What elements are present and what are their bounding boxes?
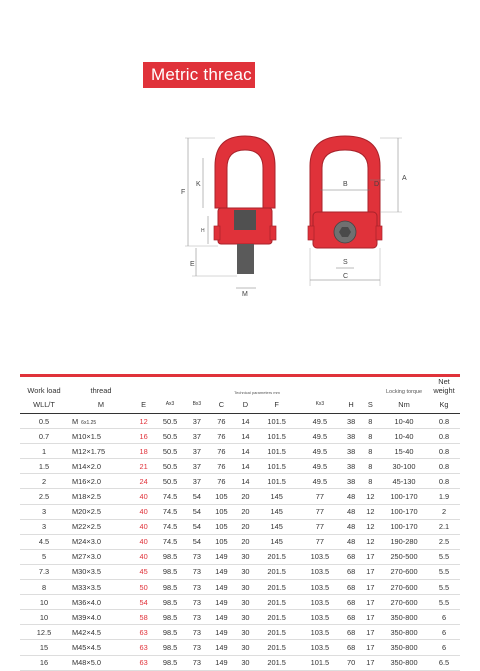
column-header: M — [68, 395, 134, 414]
table-cell: 101.5 — [298, 655, 341, 670]
table-cell: 49.5 — [298, 474, 341, 489]
table-cell: 101.5 — [255, 429, 298, 444]
table-cell: 20 — [236, 504, 255, 519]
table-cell — [68, 640, 134, 655]
table-cell: 5 — [20, 549, 68, 564]
table-cell: 74.5 — [153, 519, 187, 534]
table-cell: 6 — [428, 640, 460, 655]
table-cell: 149 — [207, 564, 236, 579]
table-cell: 40 — [134, 504, 153, 519]
thread-size: M16×2.0 — [72, 476, 101, 486]
thread-size: M42×4.5 — [72, 627, 101, 637]
table-row — [20, 640, 460, 655]
table-cell: 145 — [255, 534, 298, 549]
table-cell: 98.5 — [153, 580, 187, 595]
table-cell: 17 — [361, 580, 380, 595]
table-cell: 73 — [187, 655, 207, 670]
table-cell: 74.5 — [153, 489, 187, 504]
thread-size: M12×1.75 — [72, 446, 106, 456]
table-cell: 270-600 — [380, 564, 428, 579]
table-cell: 14 — [236, 444, 255, 459]
table-cell: 49.5 — [298, 444, 341, 459]
table-cell — [68, 534, 134, 549]
table-cell: 37 — [187, 459, 207, 474]
table-cell: 30 — [236, 595, 255, 610]
table-cell: 8 — [361, 414, 380, 429]
table-row — [20, 444, 460, 459]
table-cell: 103.5 — [298, 640, 341, 655]
table-cell: 270-600 — [380, 580, 428, 595]
table-cell: 105 — [207, 534, 236, 549]
dim-C-label: C — [343, 273, 349, 280]
table-cell: 98.5 — [153, 625, 187, 640]
table-cell — [68, 474, 134, 489]
table-cell: 48 — [341, 504, 360, 519]
table-cell: 17 — [361, 625, 380, 640]
table-cell: 14 — [236, 474, 255, 489]
table-cell: 30 — [236, 564, 255, 579]
table-cell: 40 — [134, 489, 153, 504]
table-cell: 20 — [236, 519, 255, 534]
table-cell: 73 — [187, 564, 207, 579]
table-cell — [68, 489, 134, 504]
table-cell: 0.8 — [428, 444, 460, 459]
table-cell: 76 — [207, 444, 236, 459]
table-cell: 3 — [20, 504, 68, 519]
table-cell: 10 — [20, 610, 68, 625]
dim-F-label: F — [181, 189, 186, 196]
table-cell: 7.3 — [20, 564, 68, 579]
thread-size: M48×5.0 — [72, 658, 101, 668]
table-cell: 149 — [207, 595, 236, 610]
table-cell: 350-800 — [380, 610, 428, 625]
table-cell: 73 — [187, 625, 207, 640]
technical-header: Technical parameters mm — [134, 376, 380, 396]
side-view — [181, 136, 276, 298]
table-cell: 76 — [207, 459, 236, 474]
table-cell: 58 — [134, 610, 153, 625]
net-weight-header: Net weight — [428, 376, 460, 396]
table-cell: 50.5 — [153, 429, 187, 444]
table-cell: 201.5 — [255, 564, 298, 579]
table-cell: 2.5 — [20, 489, 68, 504]
table-cell: 5.5 — [428, 564, 460, 579]
table-cell: 98.5 — [153, 640, 187, 655]
table-cell: 98.5 — [153, 655, 187, 670]
table-cell: 68 — [341, 610, 360, 625]
table-cell: 201.5 — [255, 640, 298, 655]
table-cell: 40 — [134, 534, 153, 549]
dim-M-label: M — [242, 291, 248, 298]
table-row — [20, 489, 460, 504]
table-cell — [68, 414, 134, 429]
table-cell: 101.5 — [255, 444, 298, 459]
table-cell: 100-170 — [380, 519, 428, 534]
table-cell: 1 — [20, 444, 68, 459]
table-row — [20, 459, 460, 474]
table-cell: 20 — [236, 534, 255, 549]
table-cell: 100-170 — [380, 489, 428, 504]
table-cell: 12.5 — [20, 625, 68, 640]
table-cell: 77 — [298, 534, 341, 549]
column-header: Nm — [380, 395, 428, 414]
table-cell: 68 — [341, 625, 360, 640]
table-cell: 54 — [187, 489, 207, 504]
table-cell: 73 — [187, 580, 207, 595]
work-load-header: Work load — [20, 376, 68, 396]
table-cell: 38 — [341, 474, 360, 489]
table-cell: 38 — [341, 459, 360, 474]
table-cell: 77 — [298, 489, 341, 504]
table-cell: 0.8 — [428, 474, 460, 489]
table-cell: 8 — [361, 444, 380, 459]
thread-pitch: 6x1.25 — [81, 419, 97, 426]
table-cell: 54 — [187, 504, 207, 519]
table-cell: 98.5 — [153, 549, 187, 564]
table-cell: 50.5 — [153, 414, 187, 429]
table-cell: 68 — [341, 564, 360, 579]
table-cell — [68, 564, 134, 579]
table-row — [20, 580, 460, 595]
table-cell: 37 — [187, 429, 207, 444]
table-cell — [68, 444, 134, 459]
table-row — [20, 564, 460, 579]
table-cell: 270-600 — [380, 595, 428, 610]
table-cell: 98.5 — [153, 595, 187, 610]
table-cell: 63 — [134, 640, 153, 655]
table-cell: 17 — [361, 655, 380, 670]
column-header: Ax3 — [153, 395, 187, 414]
table-cell: 105 — [207, 504, 236, 519]
locking-torque-header: Locking torque — [380, 376, 428, 396]
table-cell: 103.5 — [298, 595, 341, 610]
table-cell: 14 — [236, 429, 255, 444]
table-cell: 98.5 — [153, 610, 187, 625]
table-cell: 15 — [20, 640, 68, 655]
table-cell: 30 — [236, 640, 255, 655]
thread-size: M33×3.5 — [72, 582, 101, 592]
table-cell — [68, 429, 134, 444]
table-cell — [68, 580, 134, 595]
table-cell: 101.5 — [255, 459, 298, 474]
thread-size: M27×3.0 — [72, 552, 101, 562]
table-cell: 5.5 — [428, 580, 460, 595]
dim-D-label: D — [374, 181, 380, 188]
table-cell: 74.5 — [153, 534, 187, 549]
table-cell: 10-40 — [380, 429, 428, 444]
table-row — [20, 549, 460, 564]
table-cell: 20 — [236, 489, 255, 504]
table-cell: 38 — [341, 429, 360, 444]
table-cell: 40 — [134, 519, 153, 534]
table-cell — [68, 549, 134, 564]
thread-header: thread — [68, 376, 134, 396]
table-cell: 14 — [236, 459, 255, 474]
thread-size: M18×2.5 — [72, 492, 101, 502]
table-cell: 30 — [236, 625, 255, 640]
table-cell: 18 — [134, 444, 153, 459]
table-cell: 38 — [341, 414, 360, 429]
thread-size: M14×2.0 — [72, 461, 101, 471]
table-cell — [68, 504, 134, 519]
table-cell: 350-800 — [380, 655, 428, 670]
table-cell: 17 — [361, 610, 380, 625]
table-cell: 250-500 — [380, 549, 428, 564]
table-row — [20, 655, 460, 670]
table-cell: 14 — [236, 414, 255, 429]
table-cell: 63 — [134, 625, 153, 640]
table-cell: 145 — [255, 504, 298, 519]
table-cell: 76 — [207, 429, 236, 444]
table-cell: 45-130 — [380, 474, 428, 489]
table-cell: 0.5 — [20, 414, 68, 429]
table-cell: 54 — [187, 519, 207, 534]
thread-size: M — [72, 416, 79, 426]
table-cell: 77 — [298, 504, 341, 519]
table-cell: 49.5 — [298, 414, 341, 429]
column-header: Kx3 — [298, 395, 341, 414]
table-cell: 0.8 — [428, 429, 460, 444]
dim-H-label: H — [201, 228, 205, 234]
table-cell: 49.5 — [298, 429, 341, 444]
section-title: Metric threac — [151, 65, 252, 84]
table-cell: 190-280 — [380, 534, 428, 549]
table-cell: 63 — [134, 655, 153, 670]
table-cell: 0.8 — [428, 414, 460, 429]
table-cell: 50 — [134, 580, 153, 595]
table-cell: 2.5 — [428, 534, 460, 549]
table-cell: 24 — [134, 474, 153, 489]
dim-S-label: S — [343, 259, 348, 266]
column-header: Bx3 — [187, 395, 207, 414]
table-cell — [68, 519, 134, 534]
table-cell: 201.5 — [255, 580, 298, 595]
table-cell: 5.5 — [428, 595, 460, 610]
table-row — [20, 610, 460, 625]
table-cell: 2.1 — [428, 519, 460, 534]
table-cell: 103.5 — [298, 625, 341, 640]
table-cell: 103.5 — [298, 549, 341, 564]
table-cell — [68, 459, 134, 474]
table-cell — [68, 655, 134, 670]
table-cell: 38 — [341, 444, 360, 459]
table-cell: 73 — [187, 610, 207, 625]
column-header: F — [255, 395, 298, 414]
table-cell: 103.5 — [298, 610, 341, 625]
table-cell: 50.5 — [153, 474, 187, 489]
thread-size: M45×4.5 — [72, 642, 101, 652]
table-cell: 48 — [341, 519, 360, 534]
table-cell: 49.5 — [298, 459, 341, 474]
table-cell — [68, 625, 134, 640]
table-cell: 68 — [341, 640, 360, 655]
table-cell: 103.5 — [298, 564, 341, 579]
table-cell: 76 — [207, 414, 236, 429]
table-cell: 6.5 — [428, 655, 460, 670]
table-cell: 12 — [134, 414, 153, 429]
table-cell: 68 — [341, 549, 360, 564]
dim-A-label: A — [402, 175, 407, 182]
table-cell: 101.5 — [255, 474, 298, 489]
table-cell: 8 — [361, 429, 380, 444]
table-cell: 105 — [207, 519, 236, 534]
table-cell: 48 — [341, 534, 360, 549]
table-column-header-row — [20, 395, 460, 414]
table-cell: 17 — [361, 640, 380, 655]
table-cell: 17 — [361, 564, 380, 579]
table-cell: 12 — [361, 519, 380, 534]
table-cell — [68, 610, 134, 625]
table-cell: 45 — [134, 564, 153, 579]
table-cell: 3 — [20, 519, 68, 534]
table-cell: 201.5 — [255, 625, 298, 640]
table-cell: 6 — [428, 610, 460, 625]
table-cell: 54 — [187, 534, 207, 549]
table-cell: 74.5 — [153, 504, 187, 519]
dim-E-label: E — [190, 261, 195, 268]
table-cell: 149 — [207, 640, 236, 655]
table-cell: 54 — [134, 595, 153, 610]
table-cell: 16 — [134, 429, 153, 444]
table-cell: 37 — [187, 444, 207, 459]
table-cell: 6 — [428, 625, 460, 640]
table-row — [20, 414, 460, 429]
table-cell: 76 — [207, 474, 236, 489]
table-cell: 105 — [207, 489, 236, 504]
table-cell: 4.5 — [20, 534, 68, 549]
table-cell: 37 — [187, 474, 207, 489]
table-cell: 17 — [361, 549, 380, 564]
table-cell: 21 — [134, 459, 153, 474]
table-cell: 350-800 — [380, 625, 428, 640]
table-cell: 30-100 — [380, 459, 428, 474]
table-cell: 12 — [361, 489, 380, 504]
dim-K-label: K — [196, 181, 201, 188]
table-cell: 70 — [341, 655, 360, 670]
table-cell: 40 — [134, 549, 153, 564]
table-row — [20, 534, 460, 549]
table-cell: 149 — [207, 549, 236, 564]
thread-size: M36×4.0 — [72, 597, 101, 607]
table-cell: 5.5 — [428, 549, 460, 564]
table-cell: 8 — [361, 474, 380, 489]
table-cell: 37 — [187, 414, 207, 429]
section-title-banner — [143, 62, 255, 88]
table-group-header-row — [20, 376, 460, 396]
table-cell: 149 — [207, 580, 236, 595]
table-cell: 149 — [207, 625, 236, 640]
table-cell: 2 — [20, 474, 68, 489]
table-cell: 98.5 — [153, 564, 187, 579]
table-cell: 50.5 — [153, 459, 187, 474]
table-row — [20, 595, 460, 610]
table-cell: 8 — [20, 580, 68, 595]
column-header: Kg — [428, 395, 460, 414]
table-row — [20, 625, 460, 640]
column-header: S — [361, 395, 380, 414]
table-cell: 15-40 — [380, 444, 428, 459]
table-cell — [68, 595, 134, 610]
table-cell: 201.5 — [255, 549, 298, 564]
table-cell: 145 — [255, 489, 298, 504]
table-cell: 149 — [207, 610, 236, 625]
table-cell: 12 — [361, 534, 380, 549]
thread-size: M10×1.5 — [72, 431, 101, 441]
thread-size: M30×3.5 — [72, 567, 101, 577]
table-body — [20, 414, 460, 671]
thread-size: M39×4.0 — [72, 612, 101, 622]
spec-table — [20, 374, 460, 671]
table-row — [20, 519, 460, 534]
table-cell: 30 — [236, 655, 255, 670]
table-cell: 101.5 — [255, 414, 298, 429]
table-cell: 30 — [236, 549, 255, 564]
table-cell: 48 — [341, 489, 360, 504]
table-cell: 73 — [187, 595, 207, 610]
table-cell: 73 — [187, 549, 207, 564]
thread-size: M20×2.5 — [72, 507, 101, 517]
dim-B-label: B — [343, 181, 348, 188]
table-cell: 1.5 — [20, 459, 68, 474]
table-cell: 201.5 — [255, 595, 298, 610]
table-cell: 2 — [428, 504, 460, 519]
column-header: WLL/T — [20, 395, 68, 414]
table-cell: 68 — [341, 580, 360, 595]
table-cell: 12 — [361, 504, 380, 519]
lifting-point-drawing — [170, 128, 430, 303]
table-cell: 68 — [341, 595, 360, 610]
table-cell: 16 — [20, 655, 68, 670]
table-cell: 0.8 — [428, 459, 460, 474]
table-cell: 149 — [207, 655, 236, 670]
table-cell: 8 — [361, 459, 380, 474]
table-cell: 50.5 — [153, 444, 187, 459]
table-cell: 100-170 — [380, 504, 428, 519]
table-cell: 145 — [255, 519, 298, 534]
table-cell: 30 — [236, 580, 255, 595]
thread-size: M24×3.0 — [72, 537, 101, 547]
table-cell: 10-40 — [380, 414, 428, 429]
table-cell: 103.5 — [298, 580, 341, 595]
table-cell: 1.9 — [428, 489, 460, 504]
table-row — [20, 504, 460, 519]
table-cell: 77 — [298, 519, 341, 534]
table-cell: 73 — [187, 640, 207, 655]
table-cell: 0.7 — [20, 429, 68, 444]
table-cell: 10 — [20, 595, 68, 610]
table-cell: 350-800 — [380, 640, 428, 655]
front-view — [308, 136, 407, 286]
table-cell: 30 — [236, 610, 255, 625]
table-row — [20, 474, 460, 489]
column-header: H — [341, 395, 360, 414]
thread-size: M22×2.5 — [72, 522, 101, 532]
column-header: D — [236, 395, 255, 414]
column-header: E — [134, 395, 153, 414]
table-row — [20, 429, 460, 444]
table-cell: 201.5 — [255, 610, 298, 625]
table-cell: 17 — [361, 595, 380, 610]
column-header: C — [207, 395, 236, 414]
table-cell: 201.5 — [255, 655, 298, 670]
